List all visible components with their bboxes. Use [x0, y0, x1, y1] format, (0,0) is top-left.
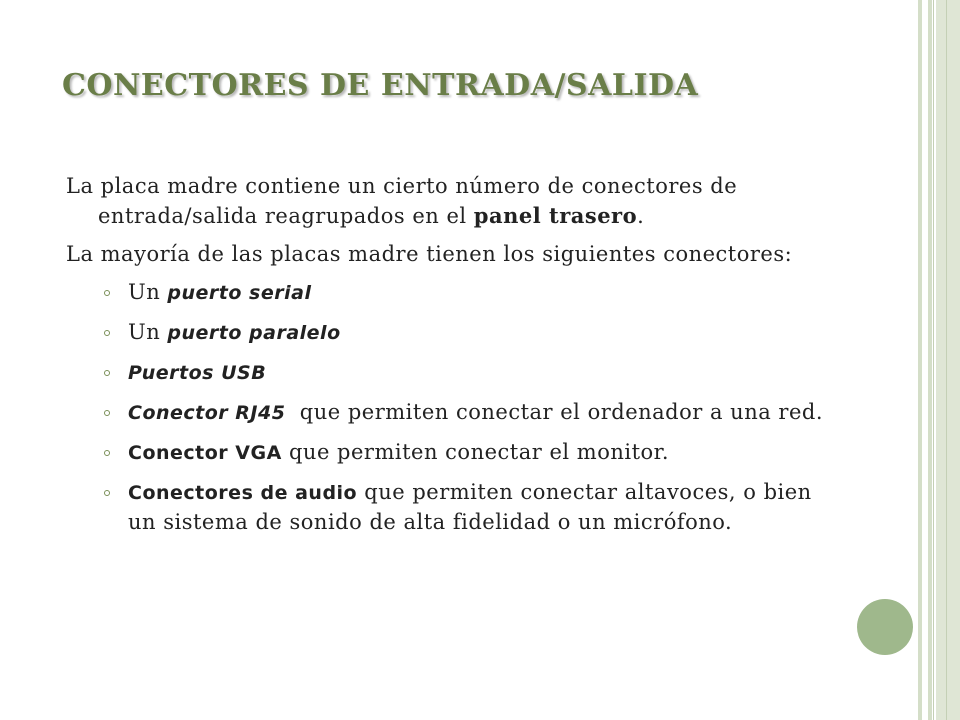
- list-item-usb-ports: [66, 358, 846, 388]
- intro-text: La placa madre contiene un cierto número de conectores de entrada/salida reagrupados en el: [66, 174, 738, 228]
- decorative-stripe: [928, 0, 932, 720]
- hollow-circle-bullet-icon: [104, 490, 110, 496]
- list-item-audio-connectors: [66, 478, 846, 537]
- bullet-term: Conector VGA: [128, 442, 282, 464]
- intro-paragraph: [66, 172, 846, 231]
- bullet-term: puerto serial: [167, 282, 312, 304]
- list-item-parallel-port: [66, 318, 846, 348]
- decorative-line: [946, 0, 947, 720]
- decorative-circle: [857, 599, 913, 655]
- hollow-circle-bullet-icon: [104, 370, 110, 376]
- bullet-prefix: Un: [128, 280, 168, 304]
- bullet-term: Puertos USB: [128, 362, 267, 384]
- bullet-description: que permiten conectar altavoces, o bien un sistema de sonido de alta fidelidad o un micrófono.: [128, 480, 812, 534]
- hollow-circle-bullet-icon: [104, 330, 110, 336]
- bullet-description: que permiten conectar el monitor.: [281, 440, 670, 464]
- list-item-vga-connector: [66, 438, 846, 468]
- bullet-description: que permiten conectar el ordenador a una red.: [285, 400, 823, 424]
- hollow-circle-bullet-icon: [104, 410, 110, 416]
- slide-title: CONECTORES DE ENTRADA/SALIDA: [62, 68, 699, 103]
- bullet-term: Conectores de audio: [128, 482, 358, 504]
- decorative-stripe: [918, 0, 922, 720]
- intro-bold-term: panel trasero: [473, 203, 638, 228]
- decorative-stripe: [936, 0, 960, 720]
- list-item-serial-port: [66, 278, 846, 308]
- list-item-rj45-connector: [66, 398, 846, 428]
- hollow-circle-bullet-icon: [104, 290, 110, 296]
- bullet-term: puerto paralelo: [167, 322, 341, 344]
- decorative-line: [933, 0, 934, 720]
- intro-text-end: .: [637, 204, 645, 228]
- connectors-paragraph: La mayoría de las placas madre tienen los siguientes conectores:: [66, 242, 793, 266]
- bullet-term: Conector RJ45: [128, 402, 286, 424]
- bullet-prefix: Un: [128, 320, 168, 344]
- connector-list: [66, 278, 846, 537]
- hollow-circle-bullet-icon: [104, 450, 110, 456]
- slide-content: [66, 172, 846, 547]
